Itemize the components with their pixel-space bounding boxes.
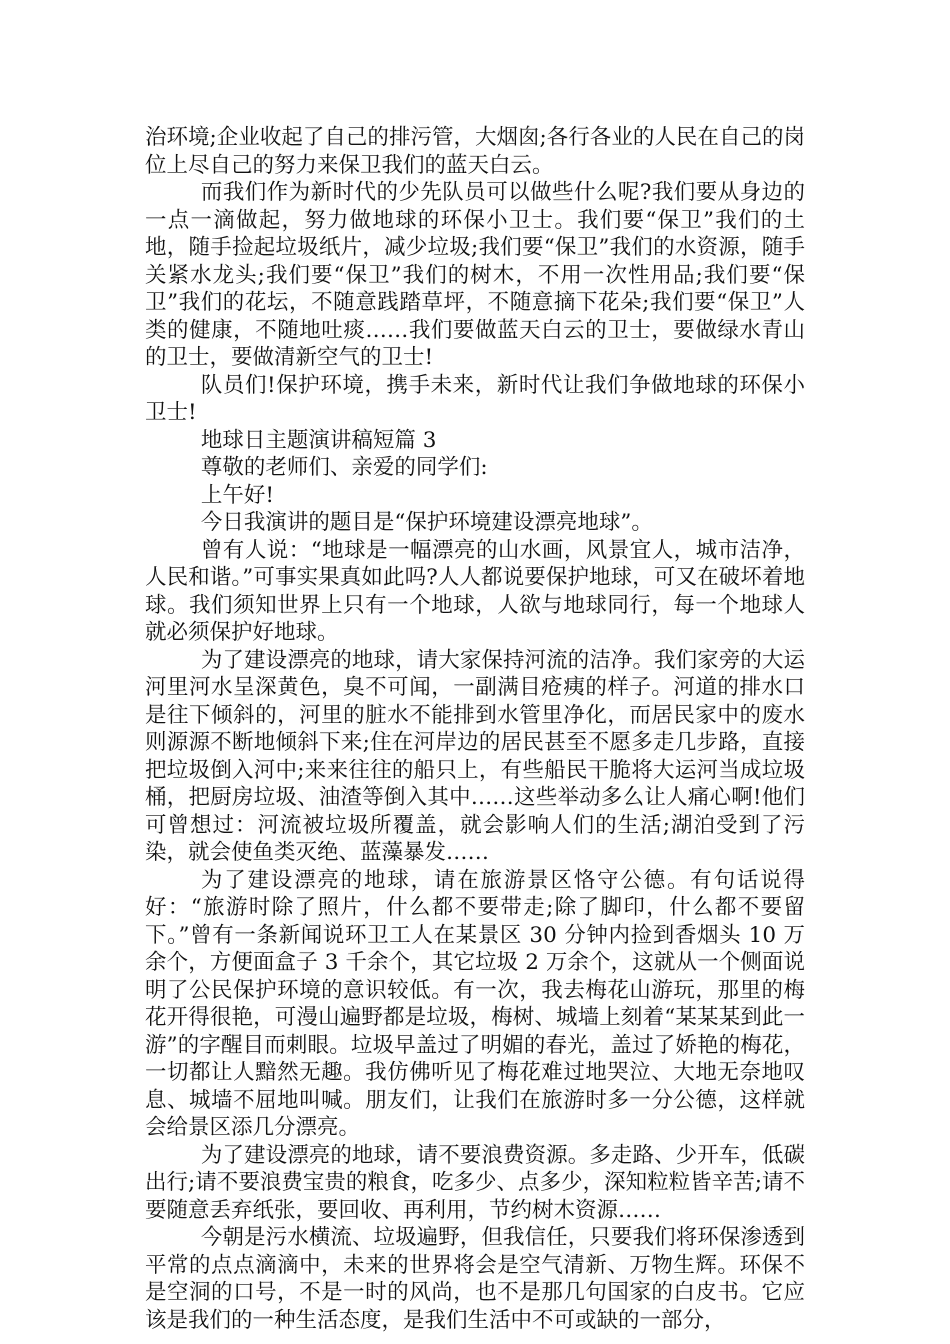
paragraph: 队员们!保护环境，携手未来，新时代让我们争做地球的环保小卫士! <box>145 372 805 425</box>
paragraph: 为了建设漂亮的地球，请在旅游景区恪守公德。有句话说得好：“旅游时除了照片，什么都不要带走;除了脚印，什么都不要留下。”曾有一条新闻说环卫工人在某景区 30 分钟内捡到香烟头 10 万余个，方便面盒子 3 千余个，其它垃圾 2 万余个，这就从一个侧面说明了公民保护环境的意识较低。有一次，我去梅花山游玩，那里的梅花开得很艳，可漫山遍野都是垃圾，梅树、城墙上刻着“某某某到此一游”的字醒目而刺眼。垃圾早盖过了明媚的春光，盖过了娇艳的梅花，一切都让人黯然无趣。我仿佛听见了梅花难过地哭泣、大地无奈地叹息、城墙不屈地叫喊。朋友们，让我们在旅游时多一分公德，这样就会给景区添几分漂亮。 <box>145 867 805 1140</box>
paragraph: 曾有人说：“地球是一幅漂亮的山水画，风景宜人，城市洁净，人民和谐。”可事实果真如此吗?人人都说要保护地球，可又在破坏着地球。我们须知世界上只有一个地球，人欲与地球同行，每一个地球人就必须保护好地球。 <box>145 537 805 645</box>
paragraph: 治环境;企业收起了自己的排污管，大烟囱;各行各业的人民在自己的岗位上尽自己的努力来保卫我们的蓝天白云。 <box>145 125 805 178</box>
paragraph: 今朝是污水横流、垃圾遍野，但我信任，只要我们将环保渗透到平常的点点滴滴中，未来的世界将会是空气清新、万物生辉。环保不是空洞的口号，不是一时的风尚，也不是那几句国家的白皮书。它应该是我们的一种生活态度，是我们生活中不可或缺的一部分， <box>145 1225 805 1333</box>
paragraph: 而我们作为新时代的少先队员可以做些什么呢?我们要从身边的一点一滴做起，努力做地球的环保小卫士。我们要“保卫”我们的土地，随手捡起垃圾纸片，减少垃圾;我们要“保卫”我们的水资源，随手关紧水龙头;我们要“保卫”我们的树木，不用一次性用品;我们要“保卫”我们的花坛，不随意践踏草坪，不随意摘下花朵;我们要“保卫”人类的健康，不随地吐痰……我们要做蓝天白云的卫士，要做绿水青山的卫士，要做清新空气的卫士! <box>145 180 805 370</box>
paragraph: 为了建设漂亮的地球，请大家保持河流的洁净。我们家旁的大运河里河水呈深黄色，臭不可闻，一副满目疮痍的样子。河道的排水口是往下倾斜的，河里的脏水不能排到水管里净化，而居民家中的废水则源源不断地倾斜下来;住在河岸边的居民甚至不愿多走几步路，直接把垃圾倒入河中;来来往往的船只上，有些船民干脆将大运河当成垃圾桶，把厨房垃圾、油渣等倒入其中……这些举动多么让人痛心啊!他们可曾想过：河流被垃圾所覆盖，就会影响人们的生活;湖泊受到了污染，就会使鱼类灭绝、蓝藻暴发…… <box>145 647 805 865</box>
paragraph: 今日我演讲的题目是“保护环境建设漂亮地球”。 <box>200 510 653 535</box>
salutation: 尊敬的老师们、亲爱的同学们: <box>200 455 488 480</box>
section-heading: 地球日主题演讲稿短篇 3 <box>200 427 437 453</box>
greeting: 上午好! <box>200 482 275 508</box>
paragraph: 为了建设漂亮的地球，请不要浪费资源。多走路、少开车，低碳出行;请不要浪费宝贵的粮食，吃多少、点多少，深知粒粒皆辛苦;请不要随意丢弃纸张，要回收、再利用，节约树木资源…… <box>145 1142 805 1223</box>
document-body <box>145 124 805 1334</box>
